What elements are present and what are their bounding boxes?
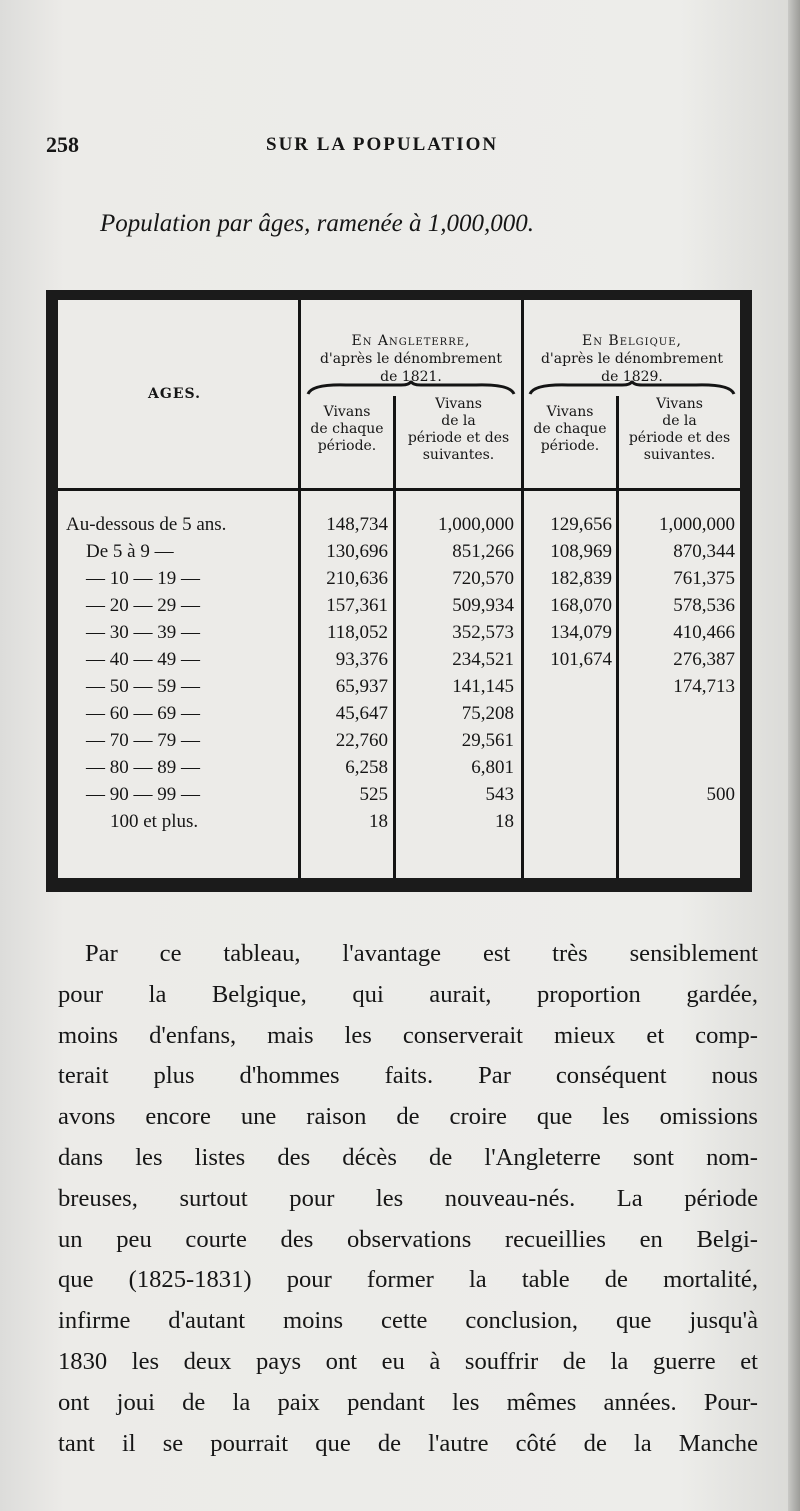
england-vivans-cell: 93,376 — [335, 649, 388, 670]
england-vivans-cell: 157,361 — [326, 595, 388, 616]
paragraph-line: ont joui de la paix pendant les mêmes années. Pour- — [58, 1388, 758, 1416]
running-title: SUR LA POPULATION — [266, 134, 499, 155]
age-cell: De 5 à 9 — — [86, 541, 174, 562]
belgium-col-vivans-header — [524, 404, 616, 455]
table-row — [58, 730, 740, 757]
england-vivans-cell: 6,258 — [345, 757, 388, 778]
england-header — [301, 332, 521, 386]
belgium-cumulative-cell: 761,375 — [673, 568, 735, 589]
age-cell: — 80 — 89 — — [86, 757, 200, 778]
table-row — [58, 541, 740, 568]
england-col-cumulative-header — [396, 396, 521, 464]
belgium-vivans-cell: 108,969 — [550, 541, 612, 562]
belgium-cumulative-cell: 870,344 — [673, 541, 735, 562]
page-number: 258 — [46, 132, 79, 157]
col-header-line: de chaque — [310, 421, 384, 437]
col-header-line: Vivans — [546, 404, 594, 420]
england-cumulative-cell: 6,801 — [471, 757, 514, 778]
england-cumulative-cell: 509,934 — [452, 595, 514, 616]
body-paragraph — [58, 934, 758, 1464]
ages-header: AGES. — [148, 386, 201, 402]
table-caption: Population par âges, ramenée à 1,000,000. — [100, 210, 534, 237]
age-cell: Au-dessous de 5 ans. — [66, 514, 227, 535]
age-cell: — 60 — 69 — — [86, 703, 200, 724]
age-cell: — 90 — 99 — — [86, 784, 200, 805]
england-cumulative-cell: 851,266 — [452, 541, 514, 562]
header-rule — [58, 488, 740, 491]
col-header-line: Vivans — [656, 396, 703, 412]
belgium-vivans-cell: 168,070 — [550, 595, 612, 616]
table-body — [58, 300, 740, 878]
belgium-cumulative-cell: 500 — [706, 784, 735, 805]
england-brace — [306, 380, 516, 396]
england-cumulative-cell: 75,208 — [461, 703, 514, 724]
belgium-vivans-cell: 134,079 — [550, 622, 612, 643]
paragraph-line: infirme d'autant moins cette conclusion, que jusqu'à — [58, 1307, 758, 1335]
paragraph-line: Par ce tableau, l'avantage est très sensiblement — [85, 940, 758, 967]
belgium-col-cumulative-header — [619, 396, 740, 464]
col-header-line: période. — [317, 438, 377, 454]
table-row — [58, 649, 740, 676]
population-table — [46, 290, 752, 892]
age-cell: — 20 — 29 — — [86, 595, 200, 616]
paragraph-line: un peu courte des observations recueillies en Belgi- — [58, 1225, 758, 1253]
age-cell: — 40 — 49 — — [86, 649, 200, 670]
england-cumulative-cell: 29,561 — [461, 730, 514, 751]
paragraph-line: que (1825-1831) pour former la table de mortalité, — [58, 1266, 758, 1294]
age-cell: — 30 — 39 — — [86, 622, 200, 643]
belgium-cumulative-cell: 174,713 — [673, 676, 735, 697]
col-header-line: période et des — [628, 430, 731, 446]
belgium-vivans-cell: 101,674 — [550, 649, 612, 670]
col-header-line: de chaque — [533, 421, 607, 437]
paragraph-line: tant il se pourrait que de l'autre côté de la Manche — [58, 1429, 758, 1457]
age-cell: 100 et plus. — [110, 811, 199, 832]
running-header — [46, 132, 746, 162]
table-row — [58, 622, 740, 649]
england-vivans-cell: 45,647 — [335, 703, 388, 724]
england-vivans-cell: 118,052 — [326, 622, 388, 643]
england-cumulative-cell: 1,000,000 — [438, 514, 514, 535]
england-col-vivans-header — [301, 404, 393, 455]
col-header-line: suivantes. — [643, 447, 716, 463]
table-row — [58, 676, 740, 703]
belgium-cumulative-cell: 410,466 — [673, 622, 735, 643]
england-cumulative-cell: 18 — [495, 811, 514, 832]
col-header-line: de la — [662, 413, 697, 429]
england-year: de 1821. — [380, 369, 442, 385]
belgium-subtitle: d'après le dénombrement — [540, 351, 724, 367]
england-cumulative-cell: 234,521 — [452, 649, 514, 670]
england-cumulative-cell: 352,573 — [452, 622, 514, 643]
england-subtitle: d'après le dénombrement — [319, 351, 503, 367]
table-row — [58, 568, 740, 595]
belgium-cumulative-cell: 1,000,000 — [659, 514, 735, 535]
table-row — [58, 595, 740, 622]
england-vivans-cell: 210,636 — [326, 568, 388, 589]
belgium-year: de 1829. — [601, 369, 663, 385]
table-row — [58, 757, 740, 784]
age-cell: — 10 — 19 — — [86, 568, 200, 589]
col-header-line: période. — [540, 438, 600, 454]
table-row — [58, 514, 740, 541]
belgium-cumulative-cell: 578,536 — [673, 595, 735, 616]
belgium-cumulative-cell: 276,387 — [673, 649, 735, 670]
england-vivans-cell: 22,760 — [335, 730, 388, 751]
col-header-line: de la — [441, 413, 476, 429]
page-spine-shadow — [788, 0, 800, 1511]
england-vivans-cell: 148,734 — [326, 514, 388, 535]
england-cumulative-cell: 543 — [485, 784, 514, 805]
belgium-brace — [528, 380, 736, 396]
col-header-line: période et des — [407, 430, 510, 446]
england-cumulative-cell: 141,145 — [452, 676, 514, 697]
age-cell: — 70 — 79 — — [86, 730, 200, 751]
paragraph-line: moins d'enfans, mais les conserverait mieux et comp- — [58, 1021, 758, 1049]
england-vivans-cell: 130,696 — [326, 541, 388, 562]
paragraph-line: pour la Belgique, qui aurait, proportion gardée, — [58, 980, 758, 1008]
paragraph-line: breuses, surtout pour les nouveau-nés. La période — [58, 1184, 758, 1212]
england-vivans-cell: 525 — [359, 784, 388, 805]
table-row — [58, 811, 740, 838]
col-header-line: Vivans — [435, 396, 482, 412]
england-cumulative-cell: 720,570 — [452, 568, 514, 589]
paragraph-line: terait plus d'hommes faits. Par conséquent nous — [58, 1062, 758, 1090]
england-title: En Angleterre, — [351, 333, 471, 349]
england-vivans-cell: 18 — [369, 811, 388, 832]
belgium-vivans-cell: 129,656 — [550, 514, 612, 535]
england-vivans-cell: 65,937 — [335, 676, 388, 697]
col-header-line: suivantes. — [422, 447, 495, 463]
paragraph-line: 1830 les deux pays ont eu à souffrir de la guerre et — [58, 1347, 758, 1375]
belgium-title: En Belgique, — [582, 333, 682, 349]
belgium-header — [524, 332, 740, 386]
age-cell: — 50 — 59 — — [86, 676, 200, 697]
belgium-vivans-cell: 182,839 — [550, 568, 612, 589]
paragraph-line: dans les listes des décès de l'Angleterre sont nom- — [58, 1143, 758, 1171]
table-row — [58, 703, 740, 730]
col-header-line: Vivans — [323, 404, 371, 420]
paragraph-line: avons encore une raison de croire que les omissions — [58, 1103, 758, 1131]
table-row — [58, 784, 740, 811]
